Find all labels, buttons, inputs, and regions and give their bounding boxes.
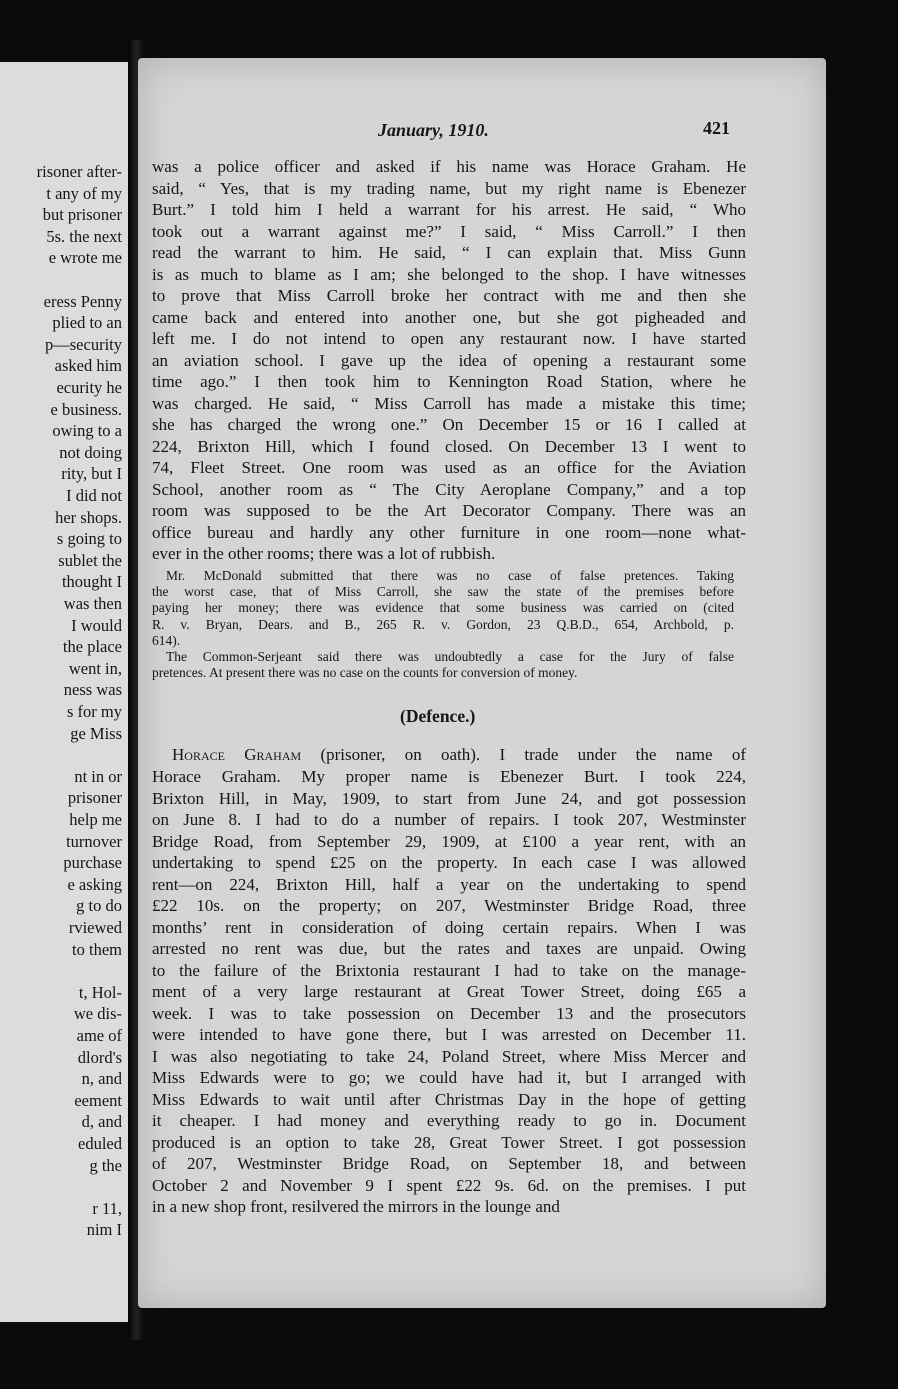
facing-page-line: rity, but I xyxy=(61,464,122,484)
defence-line: on June 8. I had to do a number of repairs. I took 207, Westminster xyxy=(152,810,746,829)
body-line: an aviation school. I gave up the idea of opening a restaurant some xyxy=(152,350,746,370)
body-line: was a police officer and asked if his name was Horace Graham. He xyxy=(152,157,746,176)
body-line: is as much to blame as I am; she belonged to the shop. I have witnesses xyxy=(152,264,746,284)
facing-page-line: dlord's xyxy=(77,1047,122,1067)
facing-page-line: s going to xyxy=(56,529,122,549)
body-line: ever in the other rooms; there was a lot of rubbish. xyxy=(152,544,496,563)
defence-line: to the failure of the Brixtonia restaurant I had to take on the manage- xyxy=(152,960,746,980)
facing-page-line: went in, xyxy=(68,658,122,678)
defence-first-line-text: (prisoner, on oath). I trade under the name of xyxy=(320,745,746,764)
facing-page-line: prisoner xyxy=(67,788,122,808)
facing-page-line: nim I xyxy=(86,1220,122,1240)
facing-page-line: d, and xyxy=(81,1112,122,1132)
body-line: 224, Brixton Hill, which I found closed. On December 13 I went to xyxy=(152,436,746,456)
body-line: said, “ Yes, that is my trading name, but my right name is Ebenezer xyxy=(152,178,746,198)
defence-line: in a new shop front, resilvered the mirrors in the lounge and xyxy=(152,1197,560,1216)
body-line: was charged. He said, “ Miss Carroll has made a mistake this time; xyxy=(152,393,746,413)
defence-line: rent—on 224, Brixton Hill, half a year on the undertaking to spend xyxy=(152,874,746,894)
facing-page-line: her shops. xyxy=(55,507,122,527)
body-line: room was supposed to be the Art Decorator Company. There was an xyxy=(152,501,746,520)
facing-page-line: ame of xyxy=(76,1026,122,1045)
facing-page-line: risoner after- xyxy=(36,162,122,181)
body-line: School, another room as “ The City Aeroplane Company,” and a top xyxy=(152,479,746,499)
defence-first-line xyxy=(152,745,746,765)
facing-page-line: help me xyxy=(69,810,122,829)
facing-page-line: e wrote me xyxy=(48,248,122,268)
facing-page-line: r 11, xyxy=(92,1198,122,1218)
facing-page-line: rviewed xyxy=(68,918,122,937)
facing-page-line: but prisoner xyxy=(42,205,122,225)
facing-page-line: thought I xyxy=(61,572,122,592)
running-head-date: January, 1910. xyxy=(378,120,489,140)
note-line: pretences. At present there was no case on the counts for conversion of money. xyxy=(152,665,578,681)
body-line: read the warrant to him. He said, “ I can explain that. Miss Gunn xyxy=(152,243,746,262)
body-line: 74, Fleet Street. One room was used as an office for the Aviation xyxy=(152,458,746,477)
facing-page-line: ecurity he xyxy=(56,378,122,397)
facing-page-line: e asking xyxy=(67,874,122,894)
note-line: paying her money; there was evidence that some business was carried on (cited xyxy=(152,600,734,616)
defence-line: ment of a very large restaurant at Great Tower Street, doing £65 a xyxy=(152,982,746,1001)
defence-line: months’ rent in consideration of doing certain repairs. When I was xyxy=(152,917,746,937)
body-line: time ago.” I then took him to Kennington Road Station, where he xyxy=(152,372,746,391)
section-heading: (Defence.) xyxy=(400,706,476,726)
note-line: Mr. McDonald submitted that there was no case of false pretences. Taking xyxy=(166,568,734,583)
note-line: R. v. Bryan, Dears. and B., 265 R. v. Gordon, 23 Q.B.D., 654, Archbold, p. xyxy=(152,616,734,632)
body-line: office bureau and hardly any other furniture in one room—none what- xyxy=(152,522,746,542)
body-line: left me. I do not intend to open any restaurant now. I have started xyxy=(152,329,746,348)
facing-page-line: I did not xyxy=(66,486,122,505)
facing-page-line: not doing xyxy=(59,442,122,462)
facing-page-line: asked him xyxy=(54,356,122,376)
defence-line: of 207, Westminster Bridge Road, on September 18, and between xyxy=(152,1154,746,1173)
defence-line: Miss Edwards were to go; we could have had it, but I arranged with xyxy=(152,1068,746,1087)
defence-line: I was also negotiating to take 24, Poland Street, where Miss Mercer and xyxy=(152,1046,746,1066)
facing-page-line: I would xyxy=(71,615,122,635)
page-number: 421 xyxy=(703,118,730,138)
facing-page-line: we dis- xyxy=(73,1004,122,1024)
facing-page-line: purchase xyxy=(63,853,122,873)
facing-page-line: e business. xyxy=(50,399,122,419)
facing-page-line: eduled xyxy=(78,1134,122,1153)
facing-page-line: g to do xyxy=(76,896,122,916)
body-line: to prove that Miss Carroll broke her contract with me and then she xyxy=(152,286,746,305)
defence-line: Brixton Hill, in May, 1909, to start from June 24, and got possession xyxy=(152,788,746,808)
body-line: came back and entered into another one, but she got pigheaded and xyxy=(152,307,746,327)
facing-page-line: t, Hol- xyxy=(78,982,122,1002)
body-line: she has charged the wrong one.” On December 15 or 16 I called at xyxy=(152,415,746,434)
body-line: took out a warrant against me?” I said, “ Miss Carroll.” I then xyxy=(152,221,746,241)
facing-page-line: ge Miss xyxy=(70,723,122,743)
note-line: the worst case, that of Miss Carroll, she saw the state of the premises before xyxy=(152,584,734,600)
facing-page-line: 5s. the next xyxy=(46,226,122,246)
facing-page-line: was then xyxy=(63,594,122,613)
body-line: Burt.” I told him I held a warrant for his arrest. He said, “ Who xyxy=(152,200,746,219)
facing-page-line: s for my xyxy=(67,702,122,721)
facing-page-line: p—security xyxy=(45,334,122,354)
facing-page xyxy=(0,62,134,1322)
facing-page-line: plied to an xyxy=(52,313,122,333)
defence-line: week. I was to take possession on December 13 and the prosecutors xyxy=(152,1003,746,1023)
facing-page-line: t any of my xyxy=(46,183,122,203)
speaker-name: Horace Graham xyxy=(172,745,302,764)
facing-page-line: eement xyxy=(74,1090,122,1110)
defence-line: Bridge Road, from September 29, 1909, at £100 a year rent, with an xyxy=(152,831,746,851)
defence-line: produced is an option to take 28, Great Tower Street. I got possession xyxy=(152,1132,746,1152)
facing-page-line: sublet the xyxy=(58,550,122,570)
facing-page-line: g the xyxy=(89,1155,122,1175)
facing-page-line: to them xyxy=(72,939,122,959)
defence-line: were intended to have gone there, but I was arrested on December 11. xyxy=(152,1025,746,1044)
defence-line: Horace Graham. My proper name is Ebenezer Burt. I took 224, xyxy=(152,767,746,786)
defence-line: Miss Edwards to wait until after Christmas Day in the hope of getting xyxy=(152,1089,746,1109)
defence-line: undertaking to spend £25 on the property. In each case I was allowed xyxy=(152,853,746,872)
facing-page-line: ness was xyxy=(63,680,122,700)
defence-line: it cheaper. I had money and everything ready to go in. Document xyxy=(152,1111,746,1130)
note-line: The Common-Serjeant said there was undoubtedly a case for the Jury of false xyxy=(166,649,734,664)
facing-page-line: turnover xyxy=(66,831,122,851)
facing-page-line: the place xyxy=(62,637,122,657)
note-line: 614). xyxy=(152,632,181,648)
facing-page-line: nt in or xyxy=(74,766,122,786)
defence-line: arrested no rent was due, but the rates and taxes are unpaid. Owing xyxy=(152,939,746,958)
defence-line: October 2 and November 9 I spent £22 9s. 6d. on the premises. I put xyxy=(152,1175,746,1195)
facing-page-line: n, and xyxy=(81,1069,122,1089)
facing-page-line: eress Penny xyxy=(43,291,122,311)
defence-line: £22 10s. on the property; on 207, Westminster Bridge Road, three xyxy=(152,896,746,915)
facing-page-line: owing to a xyxy=(52,421,122,441)
